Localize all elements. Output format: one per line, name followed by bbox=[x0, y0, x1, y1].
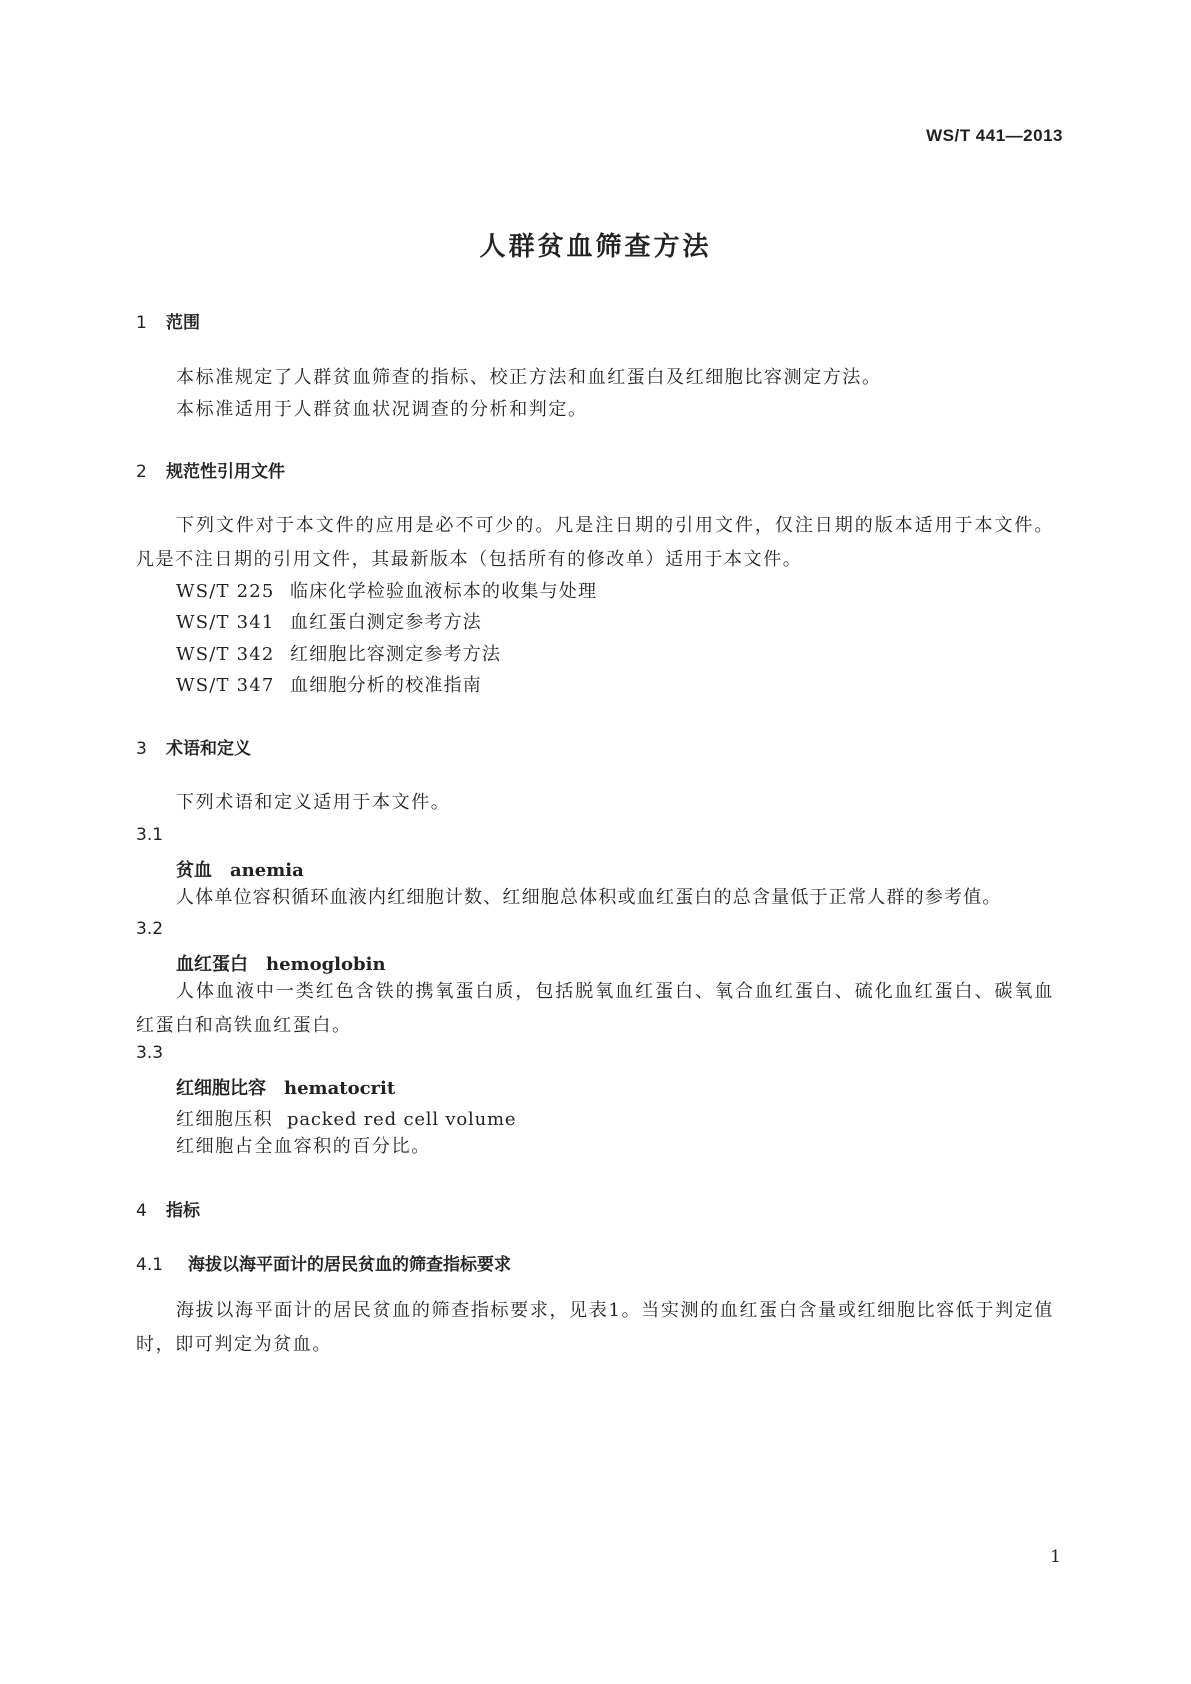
term-zh: 贫血 bbox=[176, 860, 212, 881]
term-zh: 红细胞比容 bbox=[176, 1078, 266, 1099]
paragraph: 下列术语和定义适用于本文件。 bbox=[176, 792, 451, 813]
term-en: hematocrit bbox=[284, 1078, 396, 1099]
standard-code: WS/T 441—2013 bbox=[926, 126, 1063, 145]
reference-code: WS/T 341 bbox=[176, 612, 275, 633]
term-alternative bbox=[176, 1105, 516, 1131]
section-number: 4 bbox=[136, 1201, 147, 1221]
subsection-number: 4.1 bbox=[136, 1255, 164, 1275]
term-definition: 红细胞占全血容积的百分比。 bbox=[176, 1136, 431, 1157]
page-title: 人群贫血筛查方法 bbox=[479, 232, 712, 262]
subsection-4-1-heading bbox=[136, 1250, 511, 1275]
paragraph: 海拔以海平面计的居民贫血的筛查指标要求，见表1。当实测的血红蛋白含量或红细胞比容低于判定值时，即可判定为贫血。 bbox=[136, 1300, 1054, 1355]
reference-item bbox=[176, 577, 597, 603]
reference-item bbox=[176, 640, 501, 666]
section-4-heading bbox=[136, 1196, 200, 1221]
term-zh: 血红蛋白 bbox=[176, 954, 248, 975]
reference-code: WS/T 342 bbox=[176, 644, 275, 665]
paragraph: 本标准适用于人群贫血状况调查的分析和判定。 bbox=[176, 399, 588, 420]
reference-item bbox=[176, 671, 482, 697]
paragraph: 下列文件对于本文件的应用是必不可少的。凡是注日期的引用文件，仅注日期的版本适用于本文件。凡是不注日期的引用文件，其最新版本（包括所有的修改单）适用于本文件。 bbox=[136, 515, 1054, 570]
section-1-heading bbox=[136, 308, 200, 333]
section-2-heading bbox=[136, 457, 285, 482]
reference-code: WS/T 347 bbox=[176, 675, 275, 696]
section-title: 范围 bbox=[166, 313, 200, 333]
reference-title: 血细胞分析的校准指南 bbox=[290, 675, 482, 696]
page-number: 1 bbox=[1050, 1547, 1061, 1567]
term-number: 3.1 bbox=[136, 825, 164, 845]
reference-title: 红细胞比容测定参考方法 bbox=[290, 644, 502, 665]
term-number: 3.2 bbox=[136, 919, 164, 939]
term-alt-en: packed red cell volume bbox=[287, 1109, 517, 1130]
section-title: 规范性引用文件 bbox=[166, 462, 285, 482]
reference-title: 临床化学检验血液标本的收集与处理 bbox=[290, 581, 598, 602]
paragraph: 本标准规定了人群贫血筛查的指标、校正方法和血红蛋白及红细胞比容测定方法。 bbox=[176, 367, 882, 388]
section-title: 指标 bbox=[166, 1201, 200, 1221]
term-heading bbox=[176, 950, 386, 976]
section-number: 2 bbox=[136, 462, 147, 482]
term-en: anemia bbox=[230, 860, 304, 881]
term-alt-zh: 红细胞压积 bbox=[176, 1109, 273, 1130]
section-3-heading bbox=[136, 734, 251, 759]
section-title: 术语和定义 bbox=[166, 739, 251, 759]
reference-code: WS/T 225 bbox=[176, 581, 275, 602]
section-number: 1 bbox=[136, 313, 147, 333]
term-number: 3.3 bbox=[136, 1043, 164, 1063]
term-en: hemoglobin bbox=[266, 954, 386, 975]
reference-item bbox=[176, 608, 482, 634]
section-number: 3 bbox=[136, 739, 147, 759]
term-definition: 人体血液中一类红色含铁的携氧蛋白质，包括脱氧血红蛋白、氧合血红蛋白、硫化血红蛋白、碳氧血红蛋白和高铁血红蛋白。 bbox=[136, 981, 1054, 1036]
term-definition: 人体单位容积循环血液内红细胞计数、红细胞总体积或血红蛋白的总含量低于正常人群的参考值。 bbox=[176, 887, 1002, 908]
reference-title: 血红蛋白测定参考方法 bbox=[290, 612, 482, 633]
subsection-title: 海拔以海平面计的居民贫血的筛查指标要求 bbox=[188, 1255, 511, 1275]
term-heading bbox=[176, 1074, 395, 1100]
term-heading bbox=[176, 856, 304, 882]
